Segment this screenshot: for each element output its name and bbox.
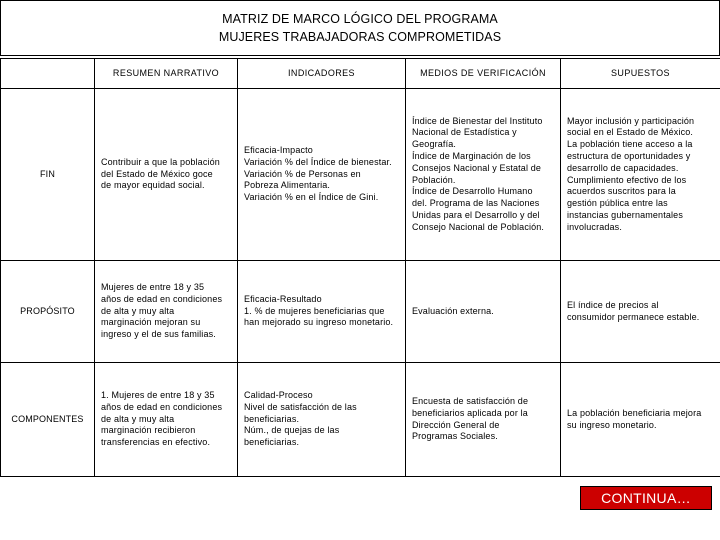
cell-text-line: ingreso y el de sus familias. [101, 329, 216, 340]
cell-text-line: El índice de precios al [567, 299, 659, 310]
cell-medios-fin [406, 89, 561, 261]
cell-text-line: Índice de Marginación de los [412, 150, 531, 161]
cell-text-line: Mujeres de entre 18 y 35 [101, 282, 205, 292]
cell-text-line: han mejorado su ingreso monetario. [244, 317, 394, 328]
row-label-componentes: COMPONENTES [1, 363, 95, 477]
header-medios-verificacion: MEDIOS DE VERIFICACIÓN [406, 59, 561, 89]
cell-resumen-componentes [95, 363, 238, 477]
cell-medios-componentes [406, 363, 561, 477]
cell-text-line: Nacional de Estadística y [412, 127, 517, 138]
cell-text-line: del. Programa de las Naciones [412, 198, 540, 209]
cell-text-line: estructura de oportunidades y [567, 150, 691, 161]
cell-text-line: Consejo Nacional de Población. [412, 221, 545, 232]
cell-text-line: acuerdos suscritos para la [567, 186, 676, 197]
cell-text-line: su ingreso monetario. [567, 419, 657, 430]
table-row-fin [1, 89, 720, 261]
cell-text-line: beneficiarios aplicada por la [412, 407, 528, 418]
document-title [0, 0, 720, 56]
header-supuestos: SUPUESTOS [561, 59, 720, 89]
cell-text-line: La población tiene acceso a la [567, 139, 693, 150]
cell-text-line: marginación mejoran su [101, 317, 201, 328]
cell-text-line: consumidor permanece estable. [567, 311, 700, 322]
cell-text-line: 1. % de mujeres beneficiarias que [244, 305, 385, 316]
cell-text-line: beneficiarias. [244, 413, 300, 424]
cell-text-line: años de edad en condiciones [101, 293, 223, 304]
cell-indicadores-proposito [238, 261, 406, 363]
cell-text-line: Nivel de satisfacción de las [244, 401, 357, 412]
header-indicadores: INDICADORES [238, 59, 406, 89]
table-row-proposito [1, 261, 720, 363]
cell-text-line: marginación recibieron [101, 425, 196, 436]
continua-button[interactable]: CONTINUA… [580, 486, 712, 510]
cell-indicadores-fin [238, 89, 406, 261]
cell-text-line: de alta y muy alta [101, 305, 175, 316]
cell-text-line: Mayor inclusión y participación [567, 115, 695, 126]
cell-text-line: social en el Estado de México. [567, 127, 694, 138]
cell-text-line: Población. [412, 174, 456, 185]
table-row-componentes [1, 363, 720, 477]
cell-resumen-proposito [95, 261, 238, 363]
row-label-proposito: PROPÓSITO [1, 261, 95, 363]
cell-text-line: Índice de Bienestar del Instituto [412, 115, 543, 126]
cell-text-line: Variación % del Índice de bienestar. [244, 156, 392, 167]
cell-text-line: 1. Mujeres de entre 18 y 35 [101, 390, 215, 400]
title-line-2: MUJERES TRABAJADORAS COMPROMETIDAS [218, 30, 502, 44]
cell-text-line: La población beneficiaria mejora [567, 407, 702, 418]
cell-resumen-fin [95, 89, 238, 261]
cell-text-line: Núm., de quejas de las [244, 425, 340, 436]
cell-text-line: del Estado de México goce [101, 168, 213, 179]
header-resumen-narrativo: RESUMEN NARRATIVO [95, 59, 238, 89]
cell-text-line: involucradas. [567, 221, 622, 232]
cell-text-line: Pobreza Alimentaria. [244, 180, 331, 191]
logical-framework-matrix [0, 58, 720, 477]
cell-text-line: beneficiarias. [244, 437, 300, 448]
cell-text-line: Eficacia-Impacto [244, 145, 313, 155]
cell-text-line: Programas Sociales. [412, 431, 498, 442]
cell-text-line: transferencias en efectivo. [101, 437, 211, 448]
cell-text-line: Índice de Desarrollo Humano [412, 186, 533, 197]
cell-text-line: Unidas para el Desarrollo y del [412, 209, 540, 220]
cell-supuestos-componentes [561, 363, 720, 477]
cell-text-line: Encuesta de satisfacción de [412, 395, 529, 406]
cell-text-line: Evaluación externa. [412, 305, 494, 316]
cell-text-line: Eficacia-Resultado [244, 293, 322, 304]
cell-text-line: Consejos Nacional y Estatal de [412, 162, 542, 173]
cell-text-line: Dirección General de [412, 419, 500, 430]
cell-medios-proposito [406, 261, 561, 363]
cell-text-line: de alta y muy alta [101, 413, 175, 424]
cell-text-line: de mayor equidad social. [101, 180, 205, 191]
header-blank [1, 59, 95, 89]
cell-text-line: Variación % de Personas en [244, 168, 361, 179]
cell-text-line: Contribuir a que la población [101, 156, 220, 167]
cell-text-line: gestión pública entre las [567, 198, 668, 209]
header-row [1, 59, 720, 89]
cell-text-line: Variación % en el Índice de Gini. [244, 192, 379, 203]
row-label-fin: FIN [1, 89, 95, 261]
cell-supuestos-proposito [561, 261, 720, 363]
cell-text-line: desarrollo de capacidades. [567, 162, 679, 173]
cell-text-line: Geografía. [412, 139, 457, 150]
cell-indicadores-componentes [238, 363, 406, 477]
title-line-1: MATRIZ DE MARCO LÓGICO DEL PROGRAMA [222, 12, 498, 26]
cell-text-line: Cumplimiento efectivo de los [567, 174, 687, 185]
cell-text-line: instancias gubernamentales [567, 209, 683, 220]
cell-text-line: Calidad-Proceso [244, 390, 313, 400]
cell-supuestos-fin [561, 89, 720, 261]
cell-text-line: años de edad en condiciones [101, 401, 223, 412]
